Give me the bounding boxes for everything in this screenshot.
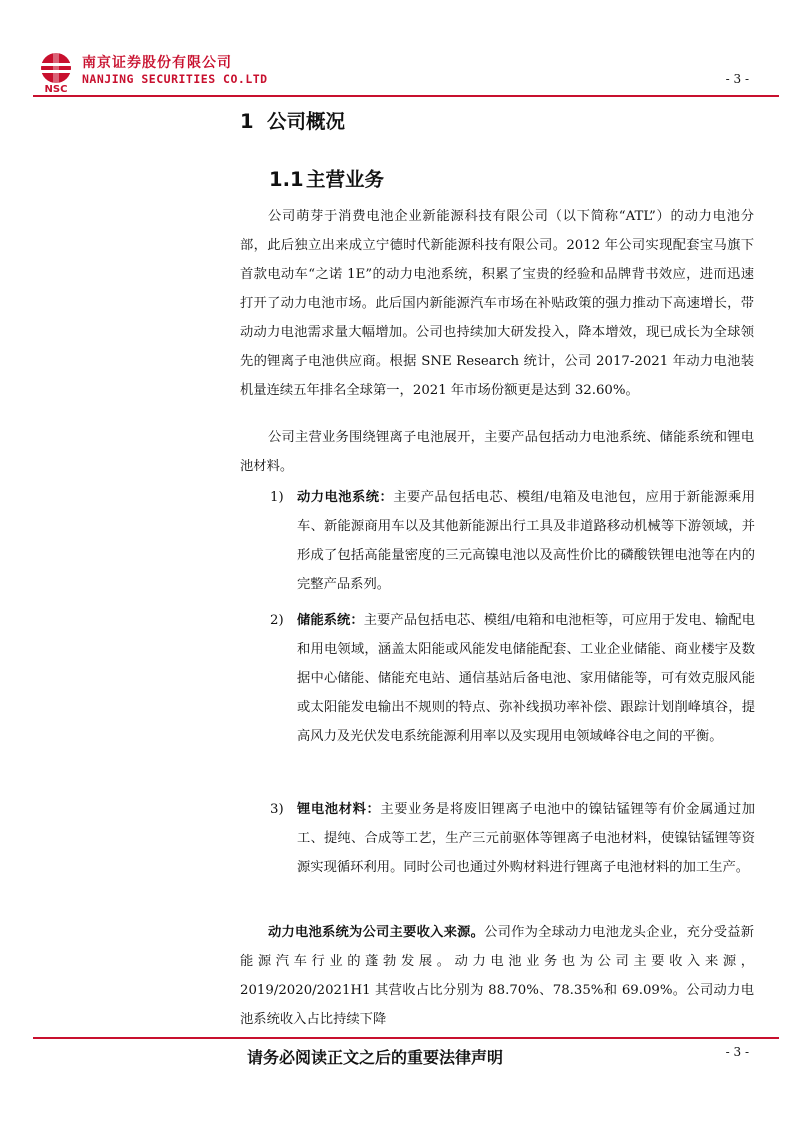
legal-disclaimer: 请务必阅读正文之后的重要法律声明 — [247, 1048, 504, 1067]
list-marker: 3) — [270, 802, 284, 817]
subsection-title: 主营业务 — [306, 168, 385, 191]
section-title: 公司概况 — [267, 110, 346, 133]
paragraph-company-history: 公司萌芽于消费电池企业新能源科技有限公司（以下简称“ATL”）的动力电池分部，此后独立出来成立宁德时代新能源科技有限公司。2012 年公司实现配套宝马旗下首款电动车“之诺 1E”的动力电池系统，积累了宝贵的经验和品牌背书效应，进而迅速打开了动力电池市场。此后国内新能源汽车市场在补贴政策的强力推动下高速增长，带动动力电池需求量大幅增加。公司也持续加大研发投入，降本增效，现已成长为全球领先的锂离子电池供应商。根据 SNE Research 统计，公司 2017-2021 年动力电池装机量连续五年排名全球第一，2021 年市场份额更是达到 32.60%。 — [240, 209, 754, 398]
list-item — [270, 483, 755, 599]
company-logo — [33, 50, 79, 94]
paragraph-revenue-lead: 动力电池系统为公司主要收入来源。 — [268, 925, 485, 940]
footer-page-number: - 3 - — [725, 1045, 749, 1059]
paragraph-revenue — [240, 918, 754, 1034]
section-number: 1 — [240, 110, 254, 133]
logo-text: NSC — [44, 84, 68, 94]
subsection-heading — [269, 164, 384, 192]
list-item-body: 主要产品包括电芯、模组/电箱及电池包，应用于新能源乘用车、新能源商用车以及其他新能源出行工具及非道路移动机械等下游领域，并形成了包括高能量密度的三元高镍电池以及高性价比的磷酸铁锂电池等在内的完整产品系列。 — [297, 490, 755, 592]
company-name-en: NANJING SECURITIES CO.LTD — [82, 72, 268, 86]
list-item-lead: 储能系统： — [297, 613, 364, 628]
paragraph-revenue-body: 公司作为全球动力电池龙头企业，充分受益新能源汽车行业的蓬勃发展。动力电池业务也为公司主要收入来源，2019/2020/2021H1 其营收占比分别为 88.70%、78.35%和 69.09%。公司动力电池系统收入占比持续下降 — [240, 925, 755, 1027]
list-item-lead: 动力电池系统： — [297, 490, 394, 505]
list-item-body: 主要产品包括电芯、模组/电箱和电池柜等，可应用于发电、输配电和用电领域，涵盖太阳能或风能发电储能配套、工业企业储能、商业楼宇及数据中心储能、储能充电站、通信基站后备电池、家用储能等，可有效克服风能或太阳能发电输出不规则的特点、弥补线损功率补偿、跟踪计划削峰填谷，提高风力及光伏发电系统能源利用率以及实现用电领域峰谷电之间的平衡。 — [297, 613, 756, 744]
list-item — [270, 795, 755, 882]
paragraph-main-business: 公司主营业务围绕锂离子电池展开，主要产品包括动力电池系统、储能系统和锂电池材料。 — [240, 430, 754, 474]
list-item — [270, 606, 755, 751]
list-item-lead: 锂电池材料： — [297, 802, 381, 817]
company-name-cn: 南京证券股份有限公司 — [82, 55, 232, 71]
header-divider — [33, 95, 779, 97]
list-marker: 1) — [270, 490, 284, 505]
list-item-body: 主要业务是将废旧锂离子电池中的镍钴锰锂等有价金属通过加工、提纯、合成等工艺，生产三元前驱体等锂离子电池材料，使镍钴锰锂等资源实现循环利用。同时公司也通过外购材料进行锂离子电池材料的加工生产。 — [297, 802, 756, 875]
subsection-number: 1.1 — [269, 168, 304, 191]
section-heading — [240, 106, 345, 134]
header-page-number: - 3 - — [725, 72, 749, 86]
footer-divider — [33, 1037, 779, 1039]
list-marker: 2) — [270, 613, 284, 628]
